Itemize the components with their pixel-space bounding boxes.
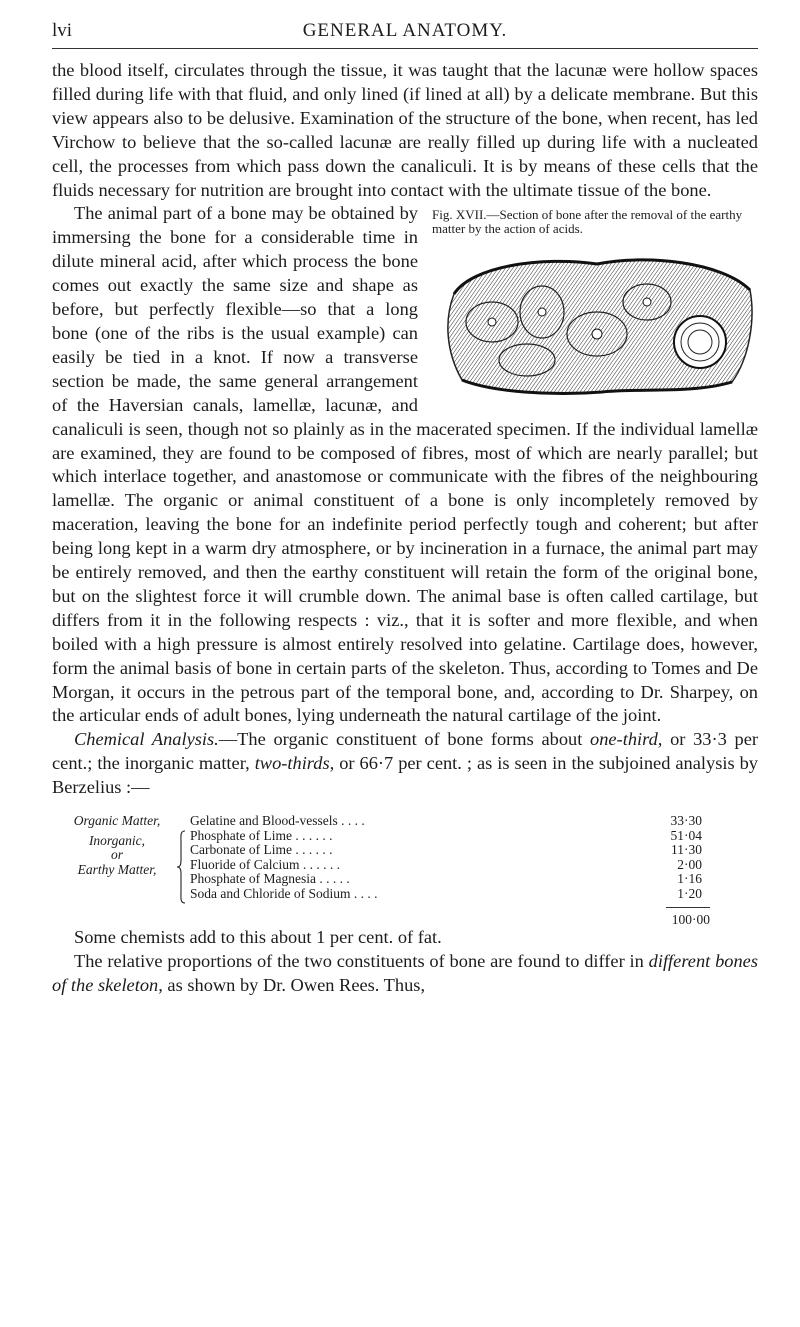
figure-caption [432,208,762,236]
paragraph-animal-part: The animal part of a bone may be obtained by immersing the bone for a considerable time in dilute mineral acid, after which process the bone comes out exactly the same size and shape as before, but perfectly flexible—so that a long bone (one of the ribs is the usual example) can easily be tied in a knot. If now a transverse section be made, the same general arrangement of the Haversian canals, lamellæ, lacunæ, and canaliculi is seen, though not so plainly as in the macerated specimen. If the individual lamellæ are examined, they are found to be composed of fibres, most of which are nearly parallel; but which interlace together, and anastomose or communicate with the fibres of the neighbouring lamellæ. The organic or animal constituent of a bone is only incompletely removed by maceration, leaving the bone for an indefinite period perfectly tough and coherent; but after being long kept in a warm dry atmosphere, or by incineration in a furnace, the animal part may be entirely removed, and then the earthy constituent will retain the form of the original bone, but on the slightest force it will crumble down. The animal base is often called cartilage, but differs from it in the following respects : viz., that it is softer and more flexible, and when boiled with a high pressure is almost entirely resolved into gelatine. Cartilage does, however, form the animal basis of bone in certain parts of the skeleton. Thus, according to Tomes and De Morgan, it occurs in the petrous part of the temporal bone, and, according to Dr. Sharpey, on the articular ends of adult bones, lying underneath the natural cartilage of the joint. [52,203,758,726]
paragraph-chemical-analysis: Chemical Analysis.—The organic constituent of bone forms about one-third, or 33·3 per cent.; the inorganic matter, two-thirds, or 66·7 per cent. ; as is seen in the subjoined analysis by Berzelius :— [52,729,759,798]
figure-caption-text: —Section of bone after the removal of the earthy matter by the action of acids. [432,207,743,237]
analysis-row: Phosphate of Magnesia . . . . . 1·16 [190,871,702,887]
or-label: or [110,847,123,863]
bone-section-illustration [432,242,762,402]
organic-matter-label: Organic Matter, [73,813,161,829]
page [52,18,758,998]
analysis-total: 100·00 [671,912,710,928]
page-number: lvi [52,20,73,41]
inorganic-label: Inorganic, [88,832,146,848]
berzelius-analysis-table [52,813,758,928]
paragraph-lacunae: the blood itself, circulates through the tissue, it was taught that the lacunæ were hollow spaces filled during life with that fluid, and only lined (if lined at all) by a delicate membrane. But this view appears also to be delusive. Examination of the structure of the bone, when recent, has led Virchow to believe that the so-called lacunæ are really filled up during life with a nucleated cell, the processes from which pass down the canaliculi. It is by means of these cells that the fluids necessary for nutrition are brought into contact with the ultimate tissue of the bone. [52,60,758,200]
running-title: GENERAL ANATOMY. [302,20,508,41]
closing-text [52,926,758,998]
analysis-row: Fluoride of Calcium . . . . . . 2·00 [190,856,702,872]
paragraph-relative-proportions: The relative proportions of the two constituents of bone are found to differ in different bones of the skeleton, as shown by Dr. Owen Rees. Thus, [52,951,758,995]
analysis-row: Soda and Chloride of Sodium . . . . 1·20 [190,886,702,902]
total-rule [666,907,710,908]
body-text [52,59,758,800]
earthy-matter-label: Earthy Matter, [77,861,157,877]
paragraph-fat: Some chemists add to this about 1 per cent. of fat. [74,927,442,948]
analysis-row: Phosphate of Lime . . . . . . 51·04 [190,827,702,843]
figure-label: Fig. XVII. [432,207,487,223]
header-rule [52,48,758,49]
analysis-row: Gelatine and Blood-vessels . . . . 33·30 [190,813,702,829]
running-header [52,18,758,48]
analysis-rows [190,814,702,902]
brace-icon [176,830,186,904]
figure-xvii [432,208,762,402]
category-labels [62,814,172,877]
analysis-row: Carbonate of Lime . . . . . . 11·30 [190,842,702,858]
section-heading: Chemical Analysis. [74,729,219,750]
